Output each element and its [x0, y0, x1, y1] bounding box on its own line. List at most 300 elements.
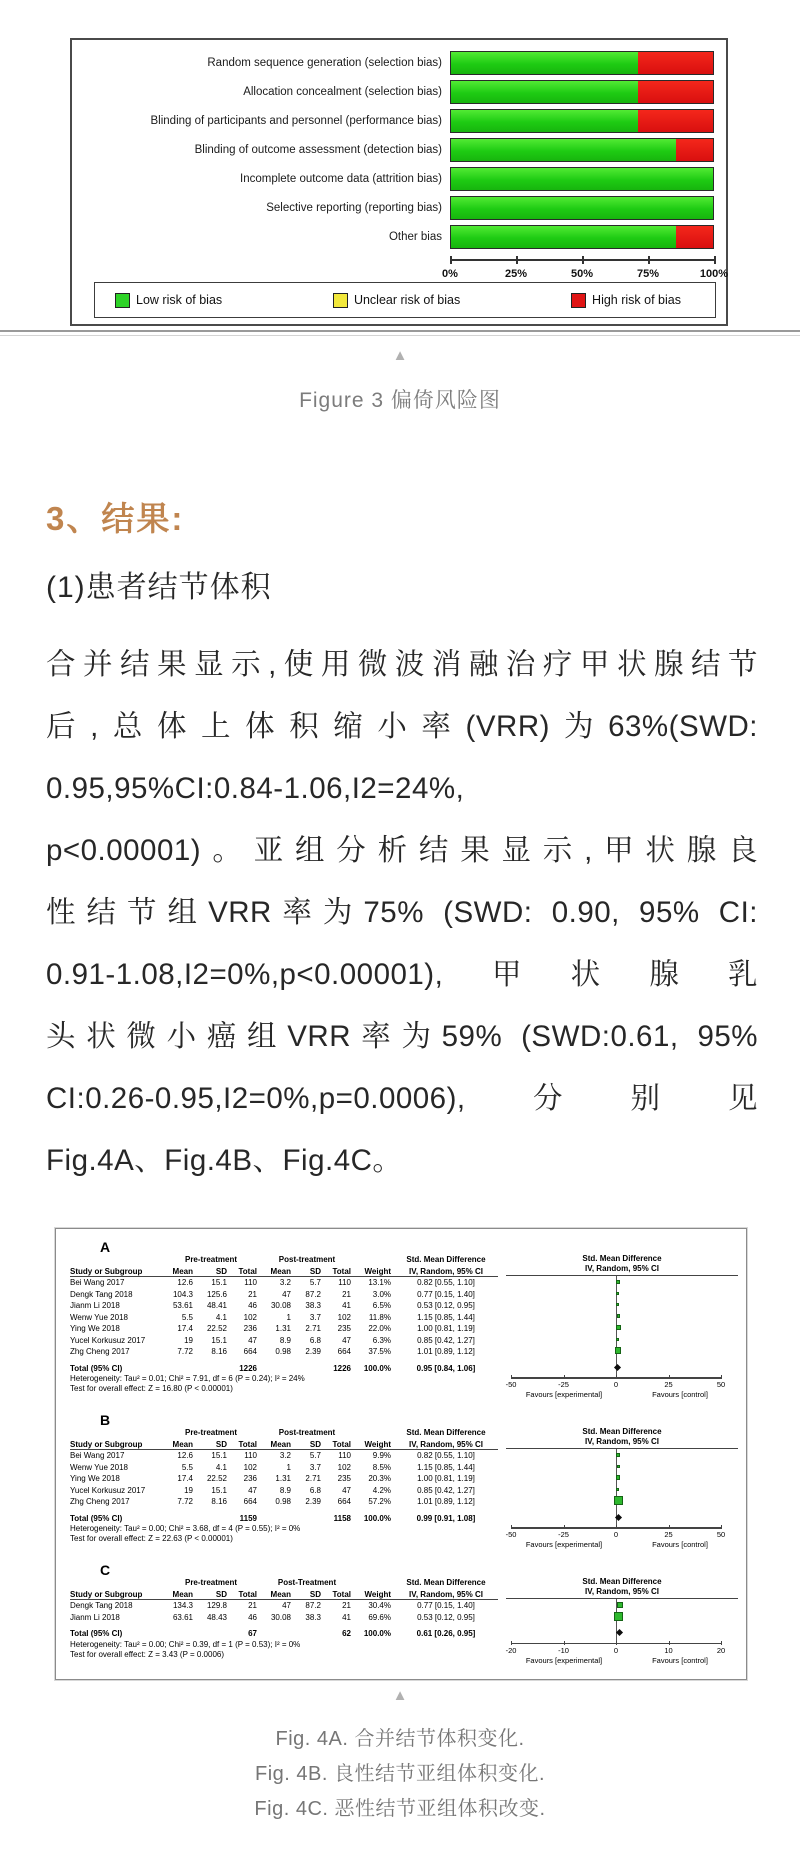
plot-axis-tick-label: 25 [664, 1380, 673, 1389]
column-header-cell: IV, Random, 95% CI [409, 1267, 483, 1276]
column-header-cell: IV, Random, 95% CI [409, 1590, 483, 1599]
column-header-cell: Total [332, 1267, 351, 1276]
legend-item [333, 293, 460, 308]
risk-bias-row-label: Random sequence generation (selection bias) [207, 56, 442, 69]
total-cell: 0.95 [0.84, 1.06] [416, 1363, 476, 1373]
axis-tick [516, 256, 518, 264]
study-cell: 30.4% [368, 1601, 391, 1611]
study-cell: 664 [243, 1497, 257, 1507]
study-cell: 1.01 [0.89, 1.12] [417, 1497, 475, 1507]
group-header-cell: Pre-treatment [184, 1428, 237, 1437]
risk-bias-stacked-bar [450, 167, 714, 191]
low-risk-segment [451, 81, 638, 103]
study-cell: 7.72 [177, 1497, 193, 1507]
total-cell: Total (95% CI) [70, 1629, 123, 1639]
table-column-header [70, 1437, 498, 1450]
study-cell: 17.4 [177, 1474, 193, 1484]
overall-effect-line: Test for overall effect: Z = 3.43 (P = 0.0006) [70, 1649, 225, 1659]
risk-bias-row [74, 135, 724, 164]
study-cell: 1.15 [0.85, 1.44] [417, 1312, 475, 1322]
study-cell: 3.2 [279, 1278, 291, 1288]
study-cell: 104.3 [172, 1289, 193, 1299]
study-cell: 22.52 [206, 1474, 227, 1484]
study-row [70, 1496, 498, 1508]
study-cell: 21 [248, 1289, 257, 1299]
study-cell: 8.9 [279, 1485, 291, 1495]
column-header-cell: Mean [270, 1590, 291, 1599]
panel-table [70, 1427, 498, 1553]
plot-axis-tick-label: -10 [558, 1645, 569, 1655]
panel-label: B [100, 1412, 111, 1428]
forest-plot-area [506, 1254, 738, 1403]
favours-experimental-label: Favours [experimental] [525, 1655, 603, 1665]
forest-plot-area [506, 1577, 738, 1669]
legend-swatch [115, 293, 130, 308]
plot-axis-tick-label: -25 [558, 1380, 569, 1389]
study-cell: 19 [184, 1335, 193, 1345]
axis-tick-label: 75% [636, 268, 660, 280]
study-cell: 47 [342, 1485, 351, 1495]
group-header-cell: Post-treatment [278, 1428, 336, 1437]
study-cell: 3.0% [372, 1289, 391, 1299]
high-risk-segment [638, 52, 713, 74]
study-cell: 5.5 [181, 1312, 193, 1322]
study-cell: 3.7 [309, 1462, 321, 1472]
column-header-cell: SD [215, 1440, 227, 1449]
effect-square [617, 1465, 620, 1468]
axis-tick [450, 256, 452, 264]
figure3-bottom-edge-shadow [0, 335, 800, 336]
study-cell: 134.3 [172, 1601, 193, 1611]
column-header-cell: SD [309, 1267, 321, 1276]
legend-swatch [571, 293, 586, 308]
total-cell: 100.0% [363, 1629, 391, 1639]
risk-bias-stacked-bar [450, 196, 714, 220]
paragraph-line: 0.91-1.08,I2=0%,p<0.00001),甲状腺乳 [46, 958, 758, 991]
study-cell: 1.00 [0.81, 1.19] [417, 1474, 475, 1484]
low-risk-segment [451, 168, 713, 190]
risk-bias-row-label: Blinding of outcome assessment (detection bias) [194, 143, 442, 156]
effect-square [616, 1325, 621, 1330]
total-cell: 62 [342, 1629, 351, 1639]
axis-tick [582, 256, 584, 264]
plot-axis-tick [669, 1375, 670, 1379]
study-cell: Bei Wang 2017 [70, 1278, 125, 1288]
axis-tick-label: 50% [570, 268, 594, 280]
risk-bias-row [74, 164, 724, 193]
plot-axis-tick-label: 0 [613, 1645, 619, 1655]
study-cell: 8.16 [211, 1347, 227, 1357]
plot-axis-tick-label: 25 [664, 1530, 673, 1539]
risk-bias-stacked-bar [450, 80, 714, 104]
study-cell: 47 [282, 1289, 291, 1299]
risk-bias-stacked-bar [450, 138, 714, 162]
study-cell: 2.71 [305, 1324, 321, 1334]
column-header-cell: Weight [364, 1440, 391, 1449]
figure3-bottom-edge [0, 330, 800, 332]
total-cell: Total (95% CI) [70, 1513, 123, 1523]
low-risk-segment [451, 110, 638, 132]
collapse-triangle-icon[interactable]: ▲ [392, 347, 408, 364]
plot-axis-tick [564, 1375, 565, 1379]
study-cell: 236 [243, 1474, 257, 1484]
study-cell: 12.6 [177, 1278, 193, 1288]
figure4c-caption: Fig. 4C. 恶性结节亚组体积改变. [254, 1798, 546, 1820]
study-row [70, 1312, 498, 1324]
study-cell: 9.9% [372, 1451, 391, 1461]
plot-axis-tick [616, 1525, 617, 1529]
effect-square [616, 1292, 619, 1295]
group-header-cell: Post-Treatment [277, 1578, 337, 1587]
risk-bias-stacked-bar [450, 225, 714, 249]
study-cell: 1.00 [0.81, 1.19] [417, 1324, 475, 1334]
study-cell: 102 [337, 1462, 351, 1472]
study-cell: 125.6 [206, 1289, 227, 1299]
plot-axis-tick-label: 0 [613, 1380, 619, 1389]
plot-axis-tick [511, 1375, 512, 1379]
study-cell: Yucel Korkusuz 2017 [70, 1335, 146, 1345]
effect-square [616, 1453, 620, 1457]
column-header-cell: Total [332, 1590, 351, 1599]
study-cell: Zhg Cheng 2017 [70, 1497, 130, 1507]
study-cell: Zhg Cheng 2017 [70, 1347, 130, 1357]
effect-square [614, 1612, 623, 1621]
study-cell: 664 [337, 1497, 351, 1507]
study-cell: 102 [337, 1312, 351, 1322]
section-subheading: (1)患者结节体积 [46, 571, 272, 604]
legend-label: High risk of bias [592, 293, 681, 307]
group-header-cell: Pre-treatment [184, 1578, 237, 1587]
figure4b-caption: Fig. 4B. 良性结节亚组体积变化. [254, 1763, 546, 1785]
high-risk-segment [638, 81, 713, 103]
study-row [70, 1335, 498, 1347]
study-cell: 17.4 [177, 1324, 193, 1334]
study-cell: 46 [248, 1612, 257, 1622]
plot-axis-tick-label: -50 [505, 1380, 517, 1389]
column-header-cell: Mean [172, 1267, 193, 1276]
study-cell: 37.5% [368, 1347, 391, 1357]
study-cell: 19 [184, 1485, 193, 1495]
figure3-caption: Figure 3 偏倚风险图 [299, 389, 501, 412]
study-cell: 4.1 [215, 1462, 227, 1472]
study-cell: 13.1% [368, 1278, 391, 1288]
panel-table [70, 1577, 498, 1669]
table-group-header [70, 1254, 498, 1264]
favours-labels [506, 1540, 738, 1549]
results-section [46, 498, 758, 1192]
low-risk-segment [451, 197, 713, 219]
favours-experimental-label: Favours [experimental] [525, 1390, 603, 1399]
plot-axis-tick-label: 50 [716, 1380, 726, 1389]
favours-control-label: Favours [control] [652, 1390, 708, 1399]
total-cell: 0.99 [0.91, 1.08] [416, 1513, 476, 1523]
axis-tick [648, 256, 650, 264]
plot-axis-tick [616, 1641, 617, 1645]
paragraph-line: 0.95,95%CI:0.84-1.06,I2=24%, [46, 772, 465, 805]
study-cell: 2.71 [305, 1474, 321, 1484]
study-row [70, 1485, 498, 1497]
column-header-cell: Weight [364, 1267, 391, 1276]
study-cell: 22.52 [206, 1324, 227, 1334]
study-cell: 8.5% [372, 1462, 391, 1472]
legend-swatch [333, 293, 348, 308]
study-cell: 5.5 [181, 1462, 193, 1472]
plot-axis-tick [669, 1525, 670, 1529]
high-risk-segment [638, 110, 713, 132]
axis-tick-label: 0% [442, 268, 458, 280]
plot-subheader: IV, Random, 95% CI [506, 1264, 738, 1276]
study-cell: Wenw Yue 2018 [70, 1462, 128, 1472]
study-cell: 6.8 [309, 1335, 321, 1345]
effect-square [616, 1280, 620, 1284]
plot-subheader: IV, Random, 95% CI [506, 1437, 738, 1449]
study-cell: 15.1 [211, 1485, 227, 1495]
study-cell: 15.1 [211, 1335, 227, 1345]
study-cell: Dengk Tang 2018 [70, 1289, 133, 1299]
high-risk-segment [676, 226, 713, 248]
study-cell: 53.61 [172, 1301, 193, 1311]
study-cell: 30.08 [270, 1301, 291, 1311]
effect-square [615, 1347, 622, 1354]
study-row [70, 1473, 498, 1485]
study-cell: 12.6 [177, 1451, 193, 1461]
plot-header: Std. Mean Difference [582, 1254, 662, 1263]
column-header-cell: Study or Subgroup [70, 1440, 143, 1449]
study-cell: 11.8% [368, 1312, 391, 1322]
column-header-cell: Mean [172, 1590, 193, 1599]
plot-axis-tick-label: 10 [664, 1645, 673, 1655]
heterogeneity-line: Heterogeneity: Tau² = 0.00; Chi² = 3.68, df = 4 (P = 0.55); I² = 0% [70, 1524, 301, 1533]
risk-bias-row-label: Incomplete outcome data (attrition bias) [240, 172, 442, 185]
study-cell: 4.1 [215, 1312, 227, 1322]
total-cell: 1159 [239, 1513, 257, 1523]
risk-bias-row-label: Blinding of participants and personnel (performance bias) [150, 114, 442, 127]
favours-experimental-label: Favours [experimental] [525, 1540, 603, 1549]
study-cell: 0.77 [0.15, 1.40] [417, 1289, 475, 1299]
study-cell: 48.43 [206, 1612, 227, 1622]
column-header-cell: Study or Subgroup [70, 1267, 143, 1276]
study-row [70, 1462, 498, 1474]
column-header-cell: SD [309, 1440, 321, 1449]
study-cell: 87.2 [305, 1601, 321, 1611]
column-header-cell: Total [238, 1590, 257, 1599]
study-cell: 1.31 [275, 1324, 291, 1334]
study-cell: 6.8 [309, 1485, 321, 1495]
column-header-cell: Mean [172, 1440, 193, 1449]
plot-axis-tick-label: -25 [558, 1530, 569, 1539]
forest-panel-A [70, 1241, 736, 1403]
study-cell: Yucel Korkusuz 2017 [70, 1485, 146, 1495]
study-cell: 235 [337, 1324, 351, 1334]
plot-axis-tick [616, 1375, 617, 1379]
figure3-risk-of-bias-graph [70, 38, 728, 326]
forest-plot-area [506, 1427, 738, 1553]
total-row [70, 1628, 498, 1640]
study-cell: 8.9 [279, 1335, 291, 1345]
study-cell: 102 [243, 1462, 257, 1472]
risk-bias-row-label: Other bias [388, 230, 442, 243]
plot-axis-tick [511, 1525, 512, 1529]
study-row [70, 1346, 498, 1358]
study-cell: 87.2 [305, 1289, 321, 1299]
column-header-cell: Mean [270, 1267, 291, 1276]
study-cell: 4.2% [372, 1485, 391, 1495]
total-cell: 0.61 [0.26, 0.95] [416, 1629, 476, 1639]
heterogeneity-line: Heterogeneity: Tau² = 0.01; Chi² = 7.91, df = 6 (P = 0.24); I² = 24% [70, 1374, 305, 1383]
column-header-cell: Study or Subgroup [70, 1590, 143, 1599]
study-cell: Wenw Yue 2018 [70, 1312, 128, 1322]
panel-label: C [100, 1562, 111, 1578]
effect-square [614, 1496, 623, 1505]
column-header-cell: Weight [364, 1590, 391, 1599]
study-cell: 21 [248, 1601, 257, 1611]
plot-axis-tick-label: 50 [716, 1530, 726, 1539]
study-cell: 57.2% [368, 1497, 391, 1507]
table-group-header [70, 1427, 498, 1437]
total-cell: 1226 [239, 1363, 257, 1373]
study-cell: Jianm Li 2018 [70, 1301, 120, 1311]
risk-bias-row [74, 77, 724, 106]
study-row [70, 1600, 498, 1612]
favours-labels [506, 1656, 738, 1665]
effect-square [617, 1314, 621, 1318]
study-cell: 2.39 [305, 1497, 321, 1507]
study-cell: 102 [243, 1312, 257, 1322]
section-heading: 3、结果: [46, 500, 185, 537]
legend-label: Unclear risk of bias [353, 293, 461, 307]
study-cell: Bei Wang 2017 [70, 1451, 125, 1461]
axis-tick [714, 256, 716, 264]
study-cell: 47 [342, 1335, 351, 1345]
study-row [70, 1300, 498, 1312]
group-header-cell: Std. Mean Difference [406, 1428, 486, 1437]
plot-axis-tick [721, 1525, 722, 1529]
column-header-cell: Mean [270, 1440, 291, 1449]
study-cell: 7.72 [177, 1347, 193, 1357]
study-cell: 15.1 [211, 1278, 227, 1288]
paragraph-line: p<0.00001)。亚组分析结果显示,甲状腺良 [46, 834, 758, 867]
study-cell: 110 [244, 1451, 257, 1461]
column-header-cell: SD [215, 1590, 227, 1599]
overall-effect-line: Test for overall effect: Z = 16.80 (P < 0.00001) [70, 1384, 233, 1393]
total-row [70, 1363, 498, 1375]
study-cell: 38.3 [305, 1612, 321, 1622]
axis-tick-label: 100% [699, 268, 729, 280]
table-column-header [70, 1264, 498, 1277]
study-cell: 0.82 [0.55, 1.10] [417, 1278, 475, 1288]
panel-body [70, 1254, 736, 1403]
study-cell: 0.53 [0.12, 0.95] [417, 1612, 475, 1622]
plot-subheader: IV, Random, 95% CI [506, 1587, 738, 1599]
study-cell: 30.08 [270, 1612, 291, 1622]
low-risk-segment [451, 139, 676, 161]
plot-axis-tick [564, 1641, 565, 1645]
study-cell: Jianm Li 2018 [70, 1612, 120, 1622]
study-cell: 0.98 [275, 1497, 291, 1507]
study-cell: 41 [342, 1612, 351, 1622]
study-cell: 21 [342, 1289, 351, 1299]
study-cell: 5.7 [309, 1278, 321, 1288]
study-cell: 8.16 [211, 1497, 227, 1507]
figure4-captions [0, 1722, 800, 1827]
study-cell: 1 [286, 1312, 291, 1322]
results-paragraph [46, 634, 758, 1192]
study-cell: 1.15 [0.85, 1.44] [417, 1462, 475, 1472]
figure4a-caption: Fig. 4A. 合并结节体积变化. [275, 1728, 525, 1750]
study-cell: 0.85 [0.42, 1.27] [417, 1485, 475, 1495]
study-cell: 22.0% [368, 1324, 391, 1334]
study-cell: 69.6% [368, 1612, 391, 1622]
forest-panel-B [70, 1414, 736, 1553]
group-header-cell: Post-treatment [278, 1255, 336, 1264]
collapse-triangle-icon[interactable]: ▲ [392, 1687, 408, 1704]
risk-of-bias-legend [94, 282, 716, 318]
study-cell: 1.31 [275, 1474, 291, 1484]
study-cell: 0.53 [0.12, 0.95] [417, 1301, 475, 1311]
study-cell: 110 [244, 1278, 257, 1288]
panel-body [70, 1427, 736, 1553]
total-cell: 100.0% [363, 1513, 391, 1523]
risk-bias-row [74, 48, 724, 77]
plot-axis-tick [669, 1641, 670, 1645]
effect-square [616, 1338, 619, 1341]
paragraph-line: CI:0.26-0.95,I2=0%,p=0.0006),分别见 [46, 1082, 758, 1115]
axis-tick-label: 25% [504, 268, 528, 280]
column-header-cell: Total [238, 1440, 257, 1449]
study-cell: Ying We 2018 [70, 1474, 120, 1484]
study-row [70, 1289, 498, 1301]
study-cell: 38.3 [305, 1301, 321, 1311]
study-cell: 5.7 [309, 1451, 321, 1461]
study-cell: 110 [338, 1278, 351, 1288]
plot-axis-tick-label: 0 [613, 1530, 619, 1539]
study-cell: 110 [338, 1451, 351, 1461]
column-header-cell: Total [332, 1440, 351, 1449]
study-row [70, 1612, 498, 1624]
study-cell: 6.5% [372, 1301, 391, 1311]
study-cell: 3.7 [309, 1312, 321, 1322]
study-cell: 664 [243, 1347, 257, 1357]
paragraph-line: Fig.4A、Fig.4B、Fig.4C。 [46, 1144, 403, 1177]
paragraph-line: 合并结果显示,使用微波消融治疗甲状腺结节 [46, 648, 758, 681]
risk-bias-row [74, 106, 724, 135]
study-cell: 47 [248, 1335, 257, 1345]
total-cell: 100.0% [363, 1363, 391, 1373]
legend-item [571, 293, 681, 308]
study-cell: 0.77 [0.15, 1.40] [417, 1601, 475, 1611]
low-risk-segment [451, 52, 638, 74]
favours-labels [506, 1390, 738, 1399]
study-cell: 46 [248, 1301, 257, 1311]
study-cell: 20.3% [368, 1474, 391, 1484]
total-cell: Total (95% CI) [70, 1363, 123, 1373]
paragraph-line: 头状微小癌组VRR率为59% (SWD:0.61, 95% [46, 1020, 758, 1053]
risk-bias-row [74, 193, 724, 222]
column-header-cell: SD [309, 1590, 321, 1599]
study-cell: 15.1 [211, 1451, 227, 1461]
forest-panel-C [70, 1564, 736, 1669]
effect-square [616, 1488, 619, 1491]
group-header-cell: Std. Mean Difference [406, 1578, 486, 1587]
group-header-cell: Std. Mean Difference [406, 1255, 486, 1264]
effect-square [616, 1303, 619, 1306]
panel-table [70, 1254, 498, 1403]
total-cell: 67 [248, 1629, 257, 1639]
low-risk-segment [451, 226, 676, 248]
legend-label: Low risk of bias [136, 293, 223, 307]
column-header-cell: SD [215, 1267, 227, 1276]
study-row [70, 1450, 498, 1462]
